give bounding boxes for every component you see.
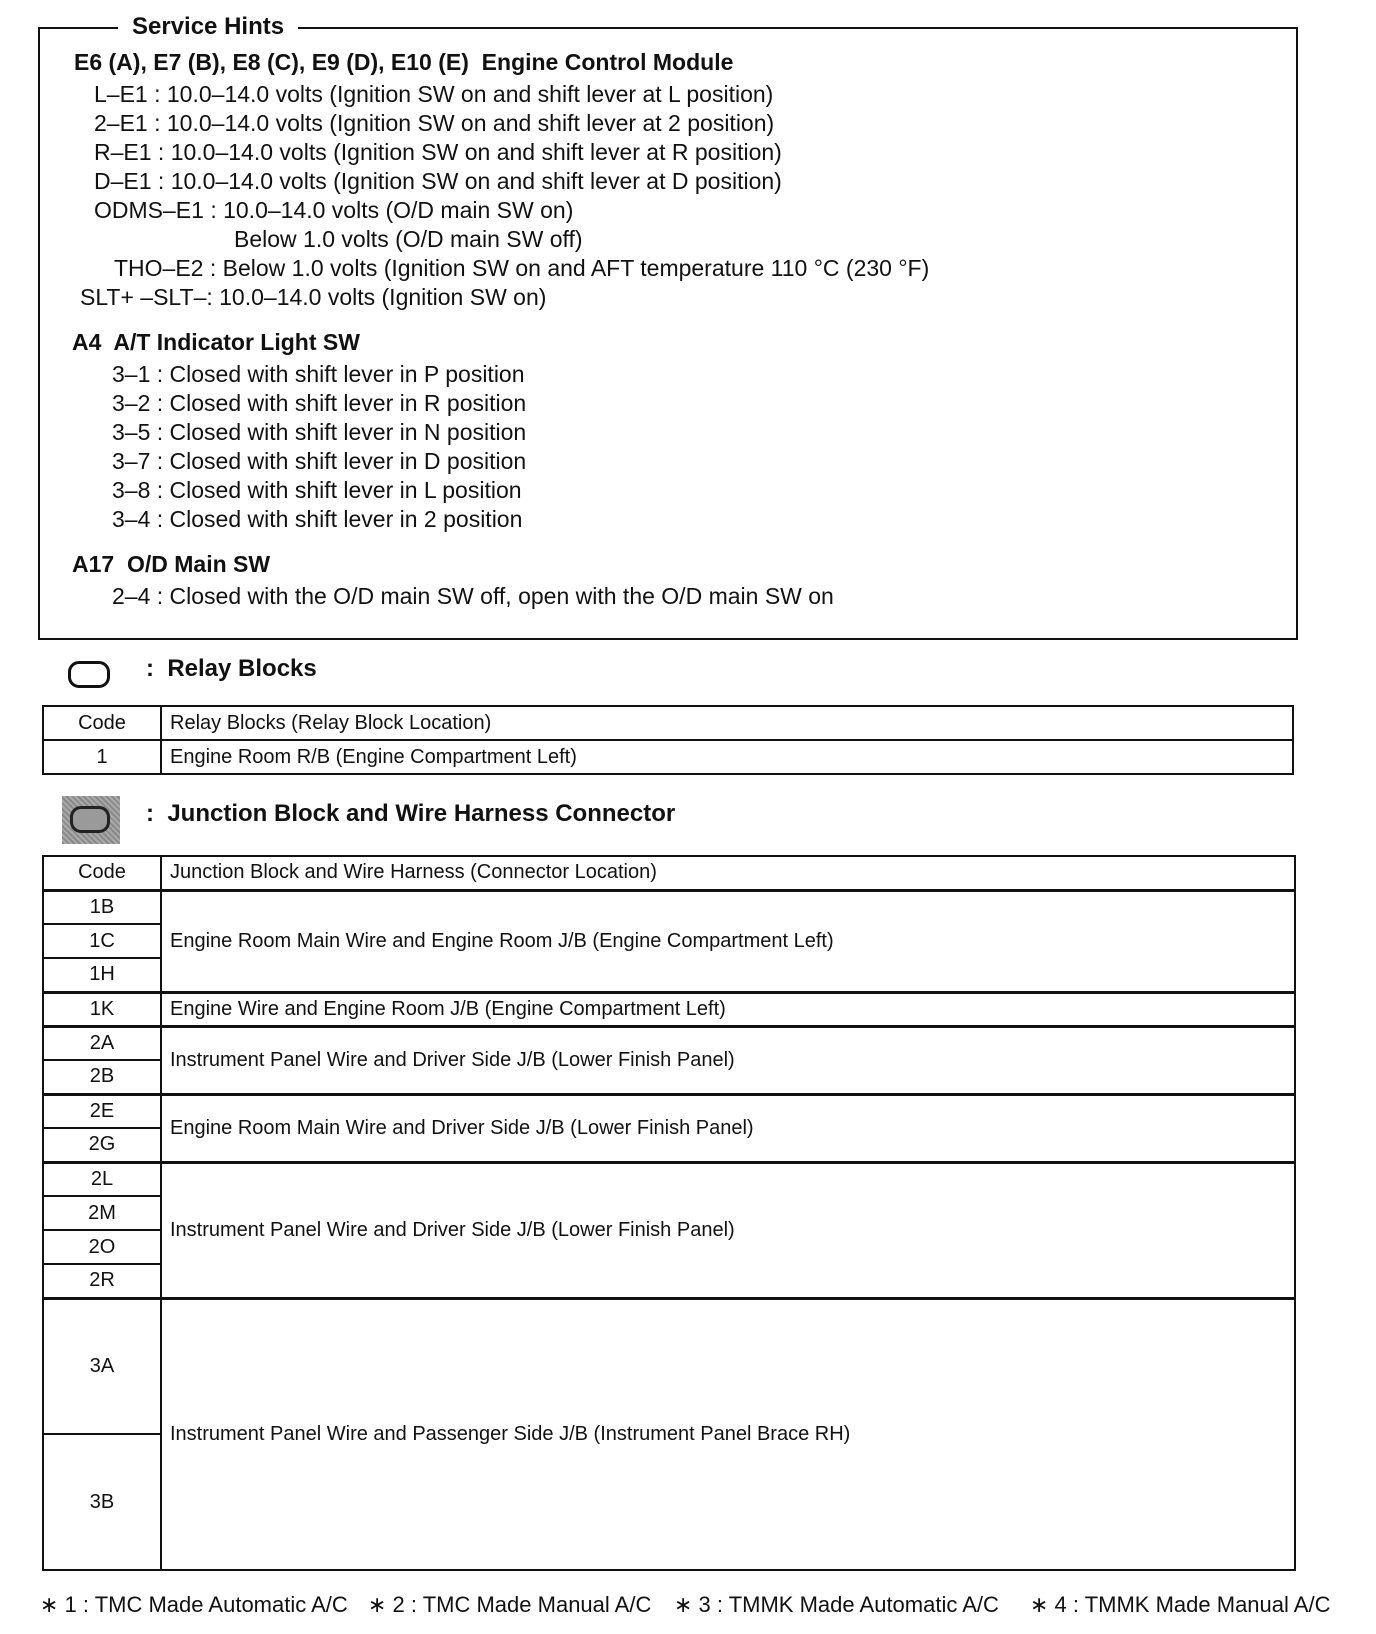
row-code: 1K	[43, 992, 161, 1026]
table-header-row	[43, 856, 1295, 890]
ecm-heading: E6 (A), E7 (B), E8 (C), E9 (D), E10 (E) Engine Control Module	[74, 49, 734, 75]
relay-blocks-table	[42, 705, 1294, 775]
ecm-line: SLT+ –SLT–: 10.0–14.0 volts (Ignition SW on)	[80, 284, 547, 310]
a4-line: 3–1 : Closed with shift lever in P position	[112, 361, 525, 387]
ecm-line: L–E1 : 10.0–14.0 volts (Ignition SW on and shift lever at L position)	[94, 81, 774, 107]
relay-block-icon	[68, 661, 110, 688]
table-row	[43, 1026, 1295, 1060]
table-row	[43, 1162, 1295, 1196]
row-code: 1	[43, 740, 161, 774]
row-code: 1H	[43, 958, 161, 992]
row-desc: Engine Room Main Wire and Driver Side J/B (Lower Finish Panel)	[161, 1094, 1295, 1162]
table-row	[43, 1298, 1295, 1434]
a17-heading: A17 O/D Main SW	[72, 551, 271, 577]
a4-line: 3–7 : Closed with shift lever in D position	[112, 448, 527, 474]
row-desc: Engine Wire and Engine Room J/B (Engine Compartment Left)	[161, 992, 1295, 1026]
a4-line: 3–4 : Closed with shift lever in 2 position	[112, 506, 523, 532]
ecm-line: Below 1.0 volts (O/D main SW off)	[234, 226, 583, 252]
footnote-3: ∗ 3 : TMMK Made Automatic A/C	[674, 1592, 999, 1617]
junction-table	[42, 855, 1296, 1571]
row-code: 3A	[43, 1298, 161, 1434]
a4-line: 3–8 : Closed with shift lever in L position	[112, 477, 522, 503]
header-code: Code	[43, 706, 161, 740]
table-row	[43, 890, 1295, 924]
table-row	[43, 740, 1293, 774]
a17-line: 2–4 : Closed with the O/D main SW off, open with the O/D main SW on	[112, 583, 834, 609]
row-code: 2B	[43, 1060, 161, 1094]
header-desc: Junction Block and Wire Harness (Connector Location)	[161, 856, 1295, 890]
ecm-line: D–E1 : 10.0–14.0 volts (Ignition SW on and shift lever at D position)	[94, 168, 782, 194]
ecm-line: ODMS–E1 : 10.0–14.0 volts (O/D main SW on)	[94, 197, 574, 223]
table-header-row	[43, 706, 1293, 740]
row-code: 2M	[43, 1196, 161, 1230]
row-desc: Engine Room Main Wire and Engine Room J/B (Engine Compartment Left)	[161, 890, 1295, 992]
row-desc: Instrument Panel Wire and Driver Side J/B (Lower Finish Panel)	[161, 1162, 1295, 1298]
row-code: 2G	[43, 1128, 161, 1162]
a4-heading: A4 A/T Indicator Light SW	[72, 329, 360, 355]
row-code: 1C	[43, 924, 161, 958]
junction-block-icon	[62, 796, 120, 844]
service-hints-title-wrap	[38, 13, 285, 41]
row-code: 2O	[43, 1230, 161, 1264]
row-code: 2E	[43, 1094, 161, 1128]
service-hints-title: Service Hints	[118, 13, 298, 40]
row-code: 2A	[43, 1026, 161, 1060]
ecm-line: THO–E2 : Below 1.0 volts (Ignition SW on and AFT temperature 110 °C (230 °F)	[114, 255, 930, 281]
footnote-1: ∗ 1 : TMC Made Automatic A/C	[40, 1592, 348, 1617]
row-code: 2R	[43, 1264, 161, 1298]
a4-line: 3–5 : Closed with shift lever in N position	[112, 419, 527, 445]
ecm-line: R–E1 : 10.0–14.0 volts (Ignition SW on and shift lever at R position)	[94, 139, 782, 165]
a4-line: 3–2 : Closed with shift lever in R position	[112, 390, 527, 416]
relay-blocks-label: : Relay Blocks	[146, 655, 317, 682]
table-row	[43, 992, 1295, 1026]
row-desc: Instrument Panel Wire and Passenger Side J/B (Instrument Panel Brace RH)	[161, 1298, 1295, 1570]
junction-label: : Junction Block and Wire Harness Connector	[146, 800, 676, 827]
row-desc: Engine Room R/B (Engine Compartment Left)	[161, 740, 1293, 774]
header-desc: Relay Blocks (Relay Block Location)	[161, 706, 1293, 740]
table-row	[43, 1094, 1295, 1128]
row-code: 3B	[43, 1434, 161, 1570]
header-code: Code	[43, 856, 161, 890]
row-code: 2L	[43, 1162, 161, 1196]
footnote-4: ∗ 4 : TMMK Made Manual A/C	[1030, 1592, 1331, 1617]
row-desc: Instrument Panel Wire and Driver Side J/B (Lower Finish Panel)	[161, 1026, 1295, 1094]
row-code: 1B	[43, 890, 161, 924]
footnote-2: ∗ 2 : TMC Made Manual A/C	[368, 1592, 652, 1617]
ecm-line: 2–E1 : 10.0–14.0 volts (Ignition SW on and shift lever at 2 position)	[94, 110, 775, 136]
